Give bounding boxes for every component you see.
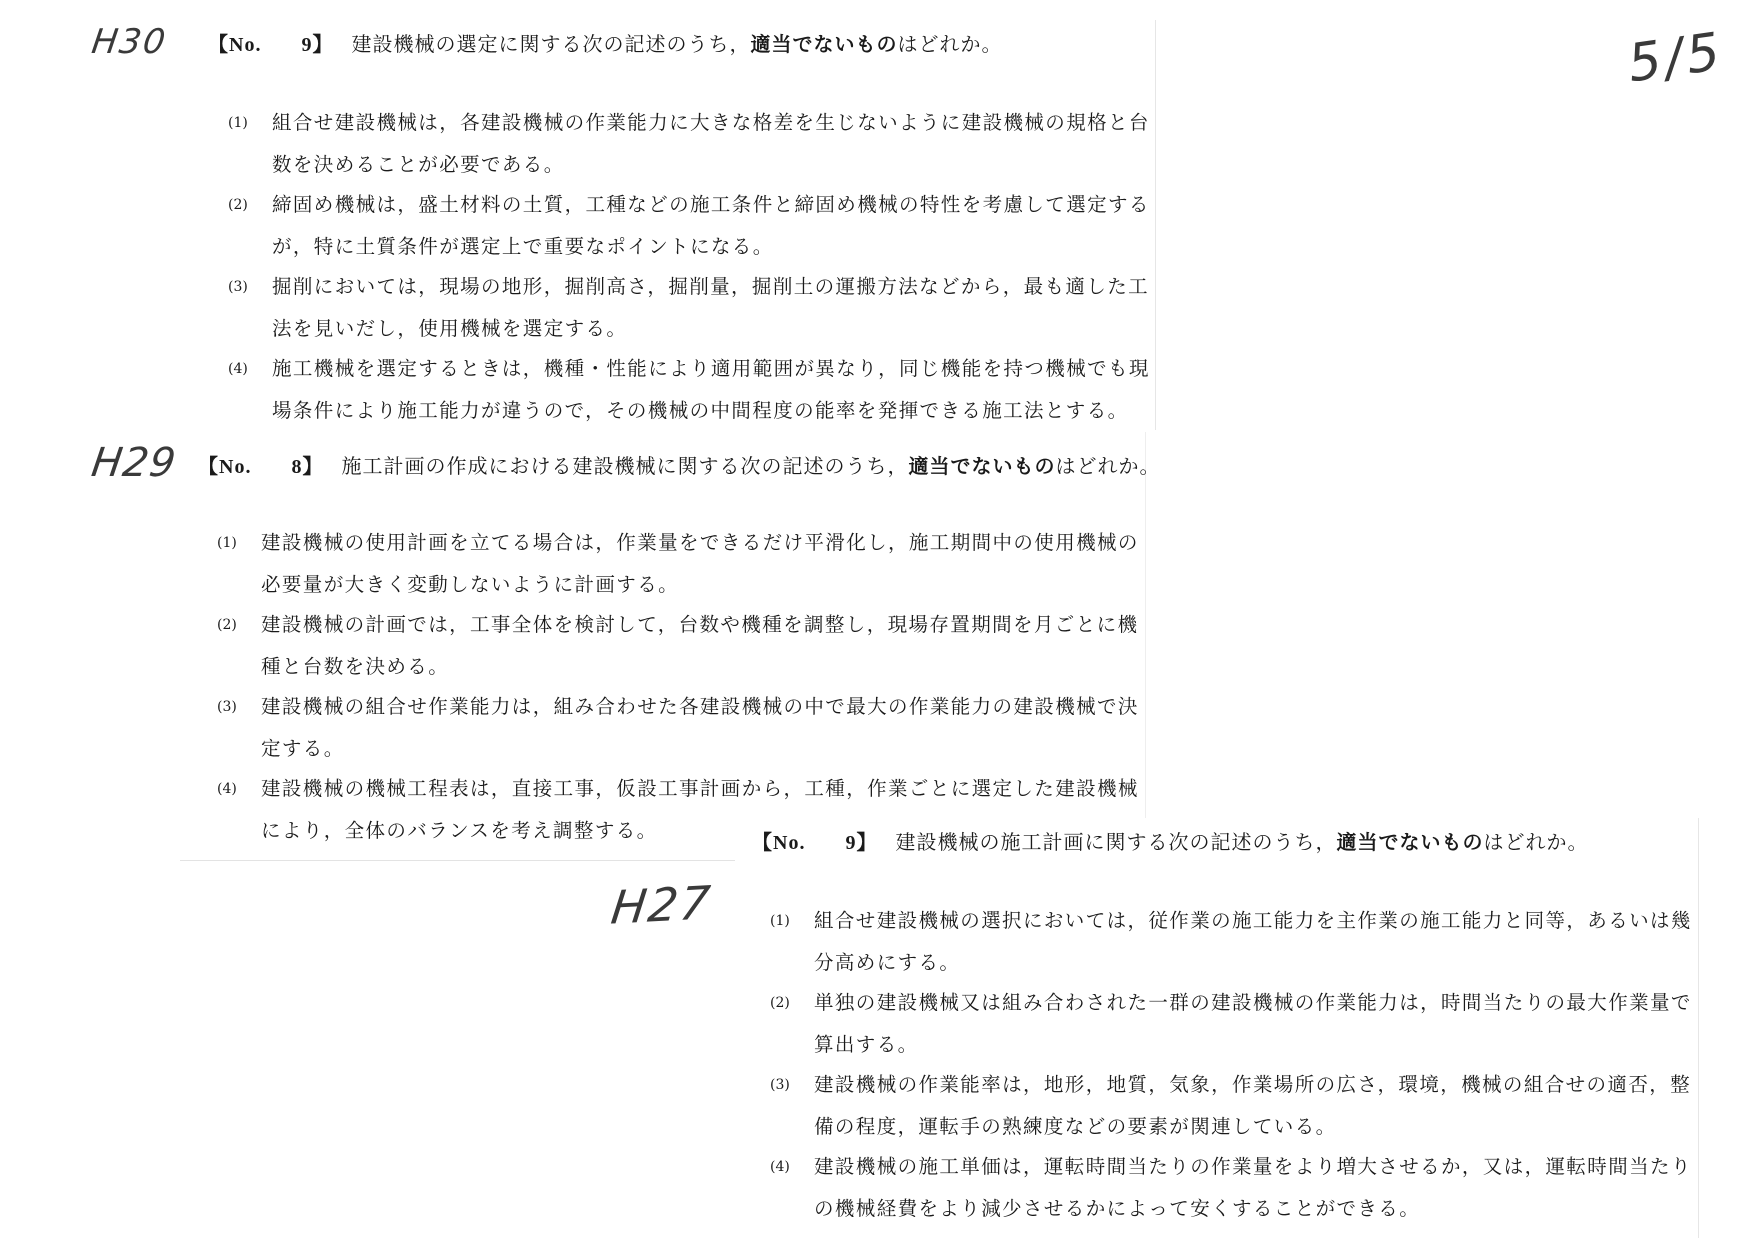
question-text: 建設機械の選定に関する次の記述のうち， — [351, 32, 751, 56]
option-text-line-2: により，全体のバランスを考え調整する。 — [261, 819, 658, 842]
question-text: 建設機械の施工計画に関する次の記述のうち， — [895, 830, 1337, 854]
option-marker: (3) — [228, 279, 248, 295]
option-text-line-2: が，特に土質条件が選定上で重要なポイントになる。 — [272, 235, 774, 258]
option-text-line-2: 分高めにする。 — [814, 951, 961, 974]
option-text-line-1: 建設機械の組合せ作業能力は，組み合わせた各建設機械の中で最大の作業能力の建設機械で決 — [261, 695, 1139, 718]
option-marker: (1) — [228, 115, 248, 131]
option-text-line-2: 定する。 — [261, 737, 345, 760]
answer-option — [228, 266, 1149, 350]
answer-option — [217, 686, 1139, 770]
option-text-line-1: 掘削においては，現場の地形，掘削高さ，掘削量，掘削土の運搬方法などから，最も適した工 — [272, 275, 1150, 298]
question-no-label: 【No. — [198, 456, 252, 478]
question-number: 9】 — [845, 832, 878, 854]
option-marker: (2) — [228, 197, 248, 213]
question-text: 施工計画の作成における建設機械に関する次の記述のうち， — [341, 454, 909, 478]
option-text-line-1: 建設機械の施工単価は，運転時間当たりの作業量をより増大させるか，又は，運転時間当たり — [814, 1155, 1692, 1178]
question-header — [198, 450, 1160, 479]
answer-option — [770, 900, 1692, 984]
option-text-line-2: の機械経費をより減少させるかによって安くすることができる。 — [814, 1197, 1421, 1220]
question-emphasis: 適当でないもの — [908, 454, 1056, 478]
option-marker: (1) — [217, 535, 237, 551]
option-text-line-1: 単独の建設機械又は組み合わされた一群の建設機械の作業能力は，時間当たりの最大作業量で — [814, 991, 1692, 1014]
answer-option — [228, 184, 1150, 268]
option-marker: (4) — [770, 1159, 790, 1175]
option-text-line-1: 施工機械を選定するときは，機種・性能により適用範囲が異なり，同じ機能を持つ機械でも現 — [272, 357, 1150, 380]
option-marker: (4) — [228, 361, 248, 377]
option-text-line-1: 締固め機械は，盛土材料の土質，工種などの施工条件と締固め機械の特性を考慮して選定する — [272, 193, 1150, 216]
answer-option — [770, 982, 1692, 1066]
option-text-line-2: 場条件により施工能力が違うので，その機械の中間程度の能率を発揮できる施工法とする。 — [272, 399, 1129, 422]
answer-option — [770, 1146, 1692, 1230]
option-marker: (3) — [217, 699, 237, 715]
option-text-line-1: 建設機械の使用計画を立てる場合は，作業量をできるだけ平滑化し，施工期間中の使用機械の — [261, 531, 1139, 554]
option-text-line-2: 数を決めることが必要である。 — [272, 153, 565, 176]
answer-option — [228, 348, 1150, 432]
option-marker: (4) — [217, 781, 237, 797]
question-emphasis: 適当でないもの — [1336, 830, 1484, 854]
question-no-label: 【No. — [752, 832, 806, 854]
question-text-end: はどれか。 — [1055, 454, 1161, 478]
option-marker: (2) — [770, 995, 790, 1011]
option-marker: (3) — [770, 1077, 790, 1093]
handwritten-year-h27: H27 — [608, 875, 715, 935]
option-text-line-1: 建設機械の作業能率は，地形，地質，気象，作業場所の広さ，環境，機械の組合せの適否，整 — [814, 1073, 1692, 1096]
answer-option — [217, 604, 1138, 688]
option-text-line-1: 組合せ建設機械の選択においては，従作業の施工能力を主作業の施工能力と同等，あるいは幾 — [814, 909, 1692, 932]
option-text-line-2: 必要量が大きく変動しないように計画する。 — [261, 573, 680, 596]
option-text-line-2: 法を見いだし，使用機械を選定する。 — [272, 317, 628, 340]
answer-option — [217, 522, 1139, 606]
question-header — [208, 28, 1002, 57]
option-marker: (1) — [770, 913, 790, 929]
question-number: 9】 — [301, 34, 334, 56]
handwritten-page-count: 5/5 — [1624, 21, 1728, 95]
question-number: 8】 — [291, 456, 324, 478]
option-text-line-2: 種と台数を決める。 — [261, 655, 450, 678]
option-marker: (2) — [217, 617, 237, 633]
option-text-line-1: 組合せ建設機械は，各建設機械の作業能力に大きな格差を生じないように建設機械の規格と台 — [272, 111, 1150, 134]
question-emphasis: 適当でないもの — [750, 32, 898, 56]
answer-option — [228, 102, 1150, 186]
question-text-end: はどれか。 — [1483, 830, 1589, 854]
option-text-line-2: 備の程度，運転手の熟練度などの要素が関連している。 — [814, 1115, 1337, 1138]
answer-option — [770, 1064, 1691, 1148]
option-text-line-2: 算出する。 — [814, 1033, 919, 1056]
question-no-label: 【No. — [208, 34, 262, 56]
option-text-line-1: 建設機械の機械工程表は，直接工事，仮設工事計画から，工種，作業ごとに選定した建設機械 — [261, 777, 1139, 800]
handwritten-year-h30: H30 — [89, 22, 170, 62]
option-text-line-1: 建設機械の計画では，工事全体を検討して，台数や機種を調整し，現場存置期間を月ごとに機 — [261, 613, 1139, 636]
question-header — [752, 826, 1588, 855]
question-text-end: はどれか。 — [897, 32, 1003, 56]
handwritten-year-h29: H29 — [88, 440, 180, 486]
